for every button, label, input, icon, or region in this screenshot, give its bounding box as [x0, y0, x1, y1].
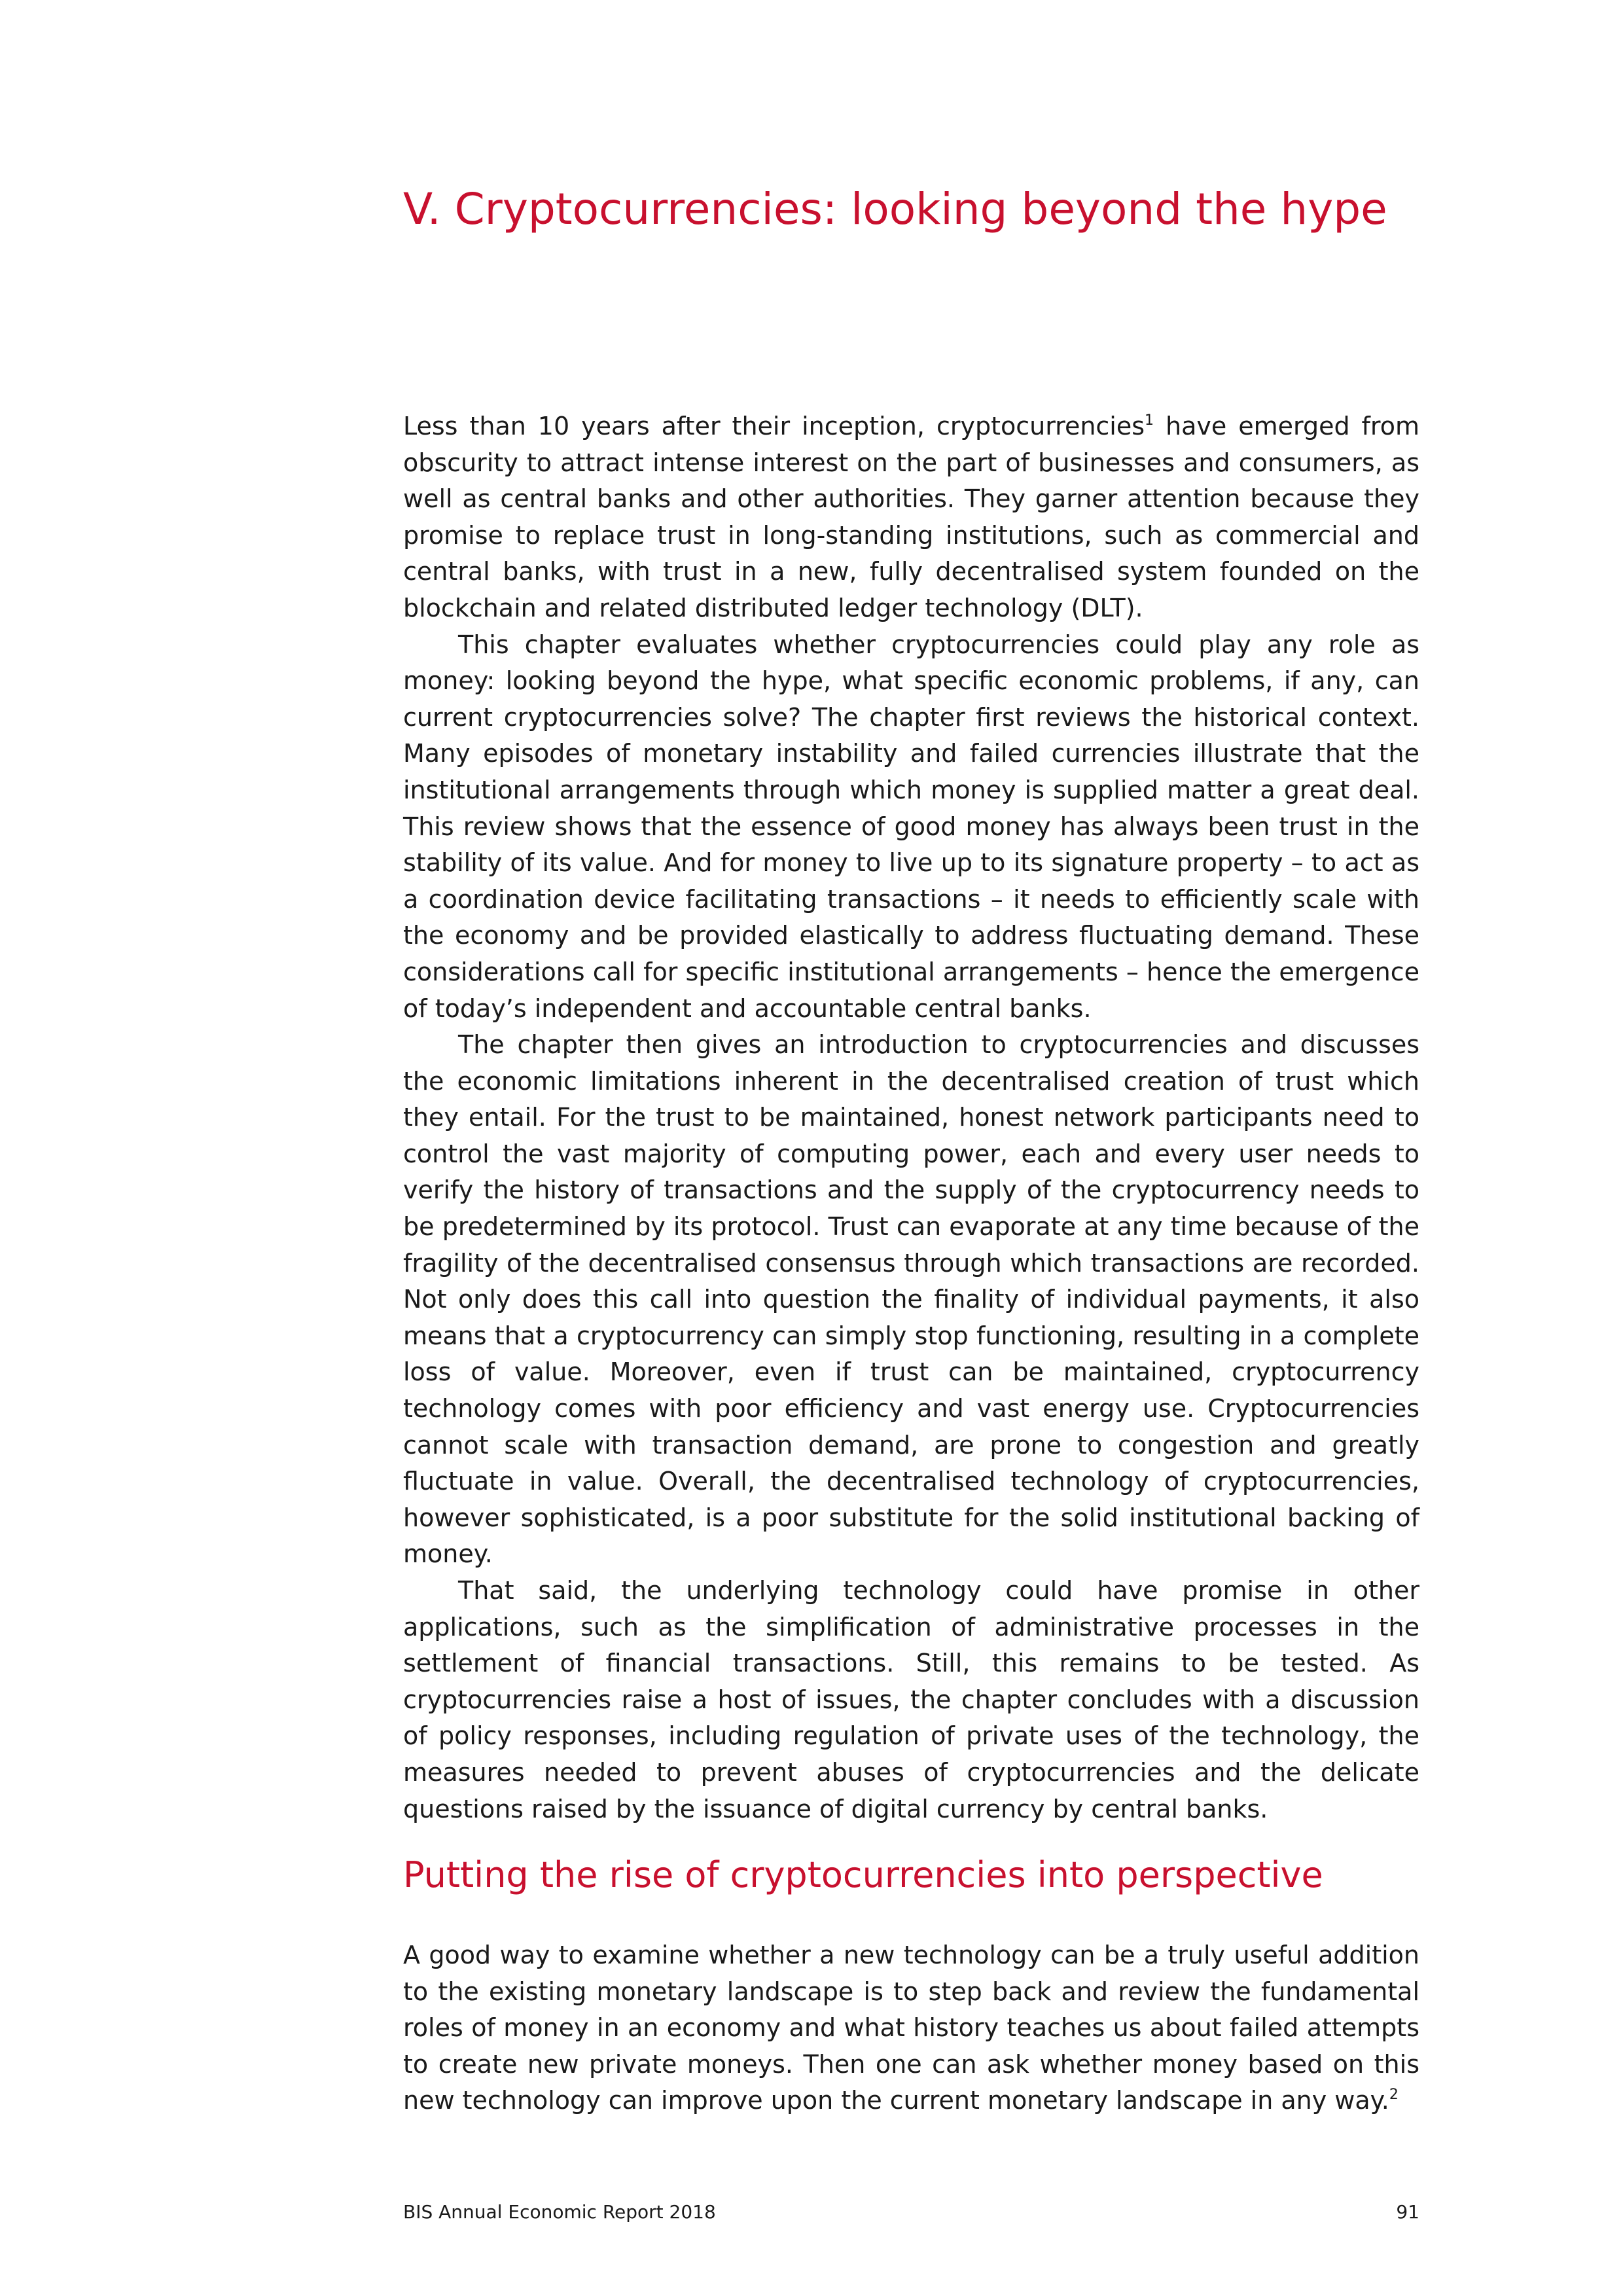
intro-paragraph-1: [403, 408, 1419, 627]
intro-text: [403, 408, 1419, 1827]
section-paragraph-1-text: A good way to examine whether a new technology can be a truly useful addition to the existing monetary landscape is to step back and review the fundamental roles of money in an economy and what history teaches us about failed attempts to create new private moneys. Then one can ask whether money based on this new technology can improve upon the current monetary landscape in any way.: [403, 1941, 1419, 2115]
intro-paragraph-1-text-cont: have emerged from obscurity to attract intense interest on the part of businesses and consumers, as well as central banks and other authorities. They garner attention because they promise to replace trust in long-standing institutions, such as commercial and central banks, with trust in a new, fully decentralised system founded on the blockchain and related distributed ledger technology (DLT).: [403, 412, 1419, 622]
section-paragraph-1: [403, 1937, 1419, 2119]
intro-paragraph-4: That said, the underlying technology could have promise in other applications, such as the simplification of administrative processes in the settlement of financial transactions. Still, this remains to be tested. As cryptocurrencies raise a host of issues, the chapter concludes with a discussion of policy responses, including regulation of private uses of the technology, the measures needed to prevent abuses of cryptocurrencies and the delicate questions raised by the issuance of digital currency by central banks.: [403, 1576, 1419, 1823]
intro-paragraph-3: The chapter then gives an introduction to cryptocurrencies and discusses the economic limitations inherent in the decentralised creation of trust which they entail. For the trust to be maintained, honest network participants need to control the vast majority of computing power, each and every user needs to verify the history of transactions and the supply of the cryptocurrency needs to be predetermined by its protocol. Trust can evaporate at any time because of the fragility of the decentralised consensus through which transactions are recorded. Not only does this call into question the finality of individual payments, it also means that a cryptocurrency can simply stop functioning, resulting in a complete loss of value. Moreover, even if trust can be maintained, cryptocurrency technology comes with poor efficiency and vast energy use. Cryptocurrencies cannot scale with transaction demand, are prone to congestion and greatly fluctuate in value. Overall, the decentralised technology of cryptocurrencies, however sophisticated, is a poor substitute for the solid institutional backing of money.: [403, 1030, 1419, 1569]
chapter-title: V. Cryptocurrencies: looking beyond the hype: [403, 184, 1387, 234]
intro-paragraph-1-text: Less than 10 years after their inception, cryptocurrencies: [403, 412, 1145, 440]
section-text: [403, 1937, 1419, 2119]
section-heading: Putting the rise of cryptocurrencies into perspective: [403, 1854, 1323, 1895]
footnote-ref-1: 1: [1145, 412, 1154, 429]
footer-publication: BIS Annual Economic Report 2018: [403, 2201, 716, 2223]
footnote-ref-2: 2: [1389, 2087, 1399, 2104]
intro-paragraph-2: This chapter evaluates whether cryptocurrencies could play any role as money: looking beyond the hype, what specific economic problems, if any, can current cryptocurrencies solve? The chapter first reviews the historical context. Many episodes of monetary instability and failed currencies illustrate that the institutional arrangements through which money is supplied matter a great deal. This review shows that the essence of good money has always been trust in the stability of its value. And for money to live up to its signature property – to act as a coordination device facilitating transactions – it needs to efficiently scale with the economy and be provided elastically to address fluctuating demand. These considerations call for specific institutional arrangements – hence the emergence of today’s independent and accountable central banks.: [403, 630, 1419, 1023]
page-number: 91: [1396, 2201, 1419, 2223]
